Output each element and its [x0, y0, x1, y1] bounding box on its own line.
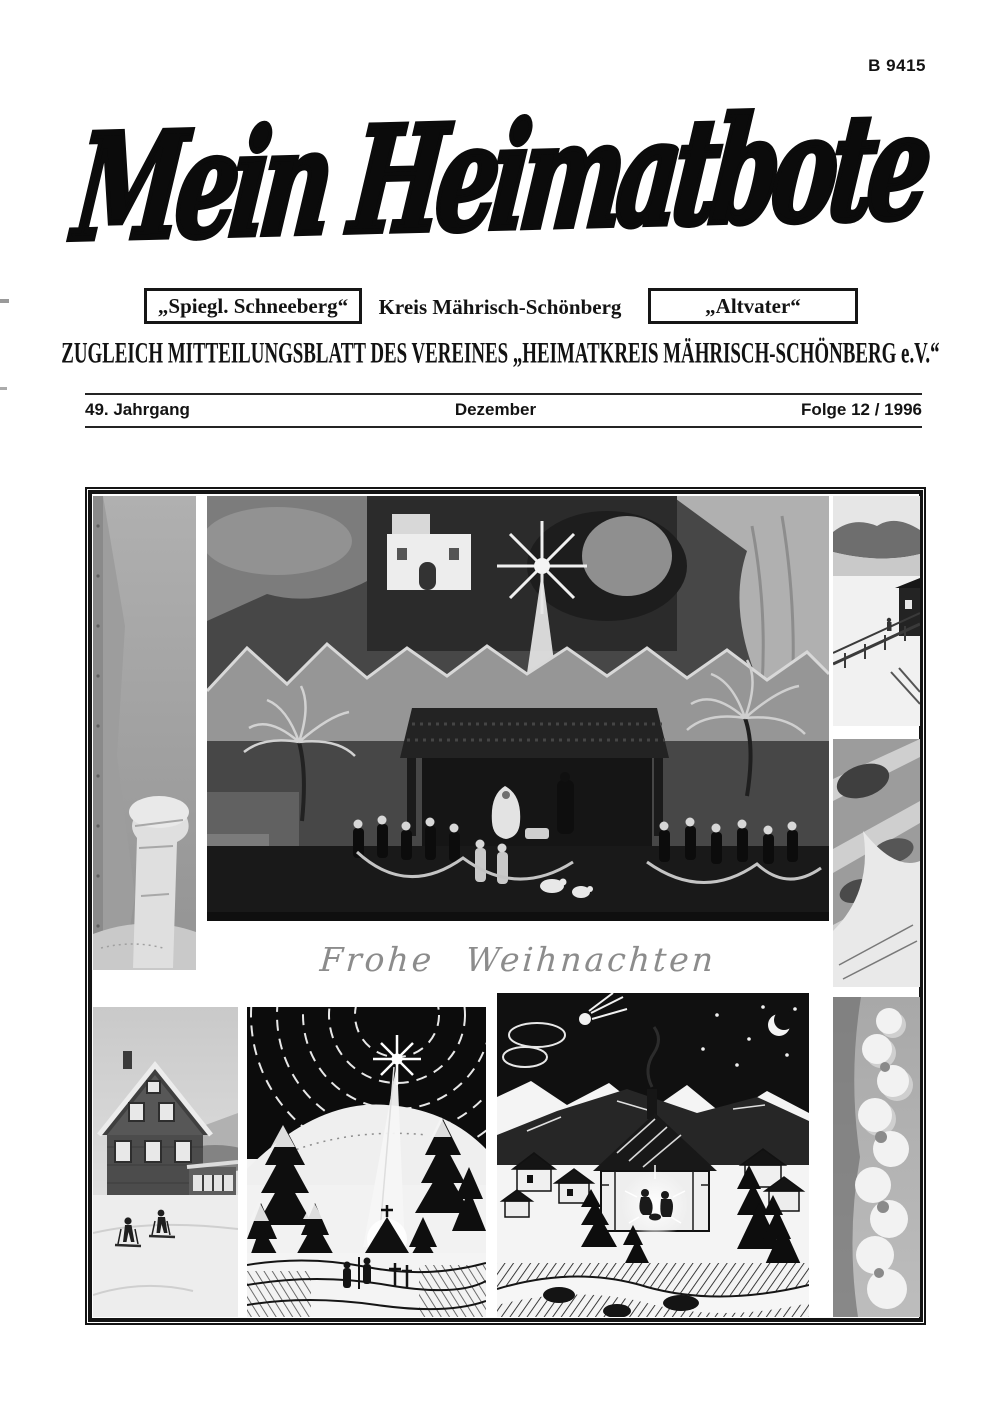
collage-panel-frosted-trees: [833, 997, 920, 1317]
collage-panel-woodcut-star-over-hill: [247, 1007, 486, 1317]
collage-panel-winter-lookout: [833, 496, 920, 726]
scan-artifact: [0, 387, 7, 390]
nativity-photo: [207, 496, 829, 921]
subtitle-text: ZUGLEICH MITTEILUNGSBLATT DES VEREINES „HEIMATKREIS MÄHRISCH-SCHÖNBERG e.V.“: [60, 336, 940, 370]
issue-line: [85, 400, 922, 420]
region-box-right: [648, 288, 858, 324]
subtitle-line: [0, 338, 1000, 369]
collage-panel-woodcut-village-nativity: [497, 993, 809, 1317]
masthead-title: Mein Heimatbote: [67, 80, 933, 274]
rule-bottom: [85, 426, 922, 428]
collage-panel-mountain-house-skiers: [93, 1007, 238, 1317]
region-box-right-label: „Altvater“: [705, 293, 801, 318]
rule-top: [85, 393, 922, 395]
masthead: [40, 72, 960, 282]
region-box-left: [144, 288, 362, 324]
issue-number-label: Folge 12 / 1996: [801, 400, 922, 419]
greeting-text: Frohe Weihnachten: [318, 940, 718, 979]
greeting-band: [207, 921, 829, 998]
joseph-figure: [557, 780, 574, 834]
collage-panel-snow-rock-pillar: [93, 496, 196, 970]
cover-photo-collage: [85, 487, 926, 1325]
postal-code-label: B 9415: [868, 56, 926, 75]
region-box-left-label: „Spiegl. Schneeberg“: [157, 293, 349, 318]
month-label: Dezember: [454, 400, 537, 419]
scan-artifact: [0, 299, 9, 303]
volume-label: 49. Jahrgang: [85, 400, 190, 419]
collage-panel-nativity-card: [207, 496, 829, 998]
collage-panel-snowy-slope: [833, 739, 920, 987]
region-center-label: Kreis Mährisch-Schönberg: [378, 294, 622, 319]
manger: [525, 828, 549, 839]
